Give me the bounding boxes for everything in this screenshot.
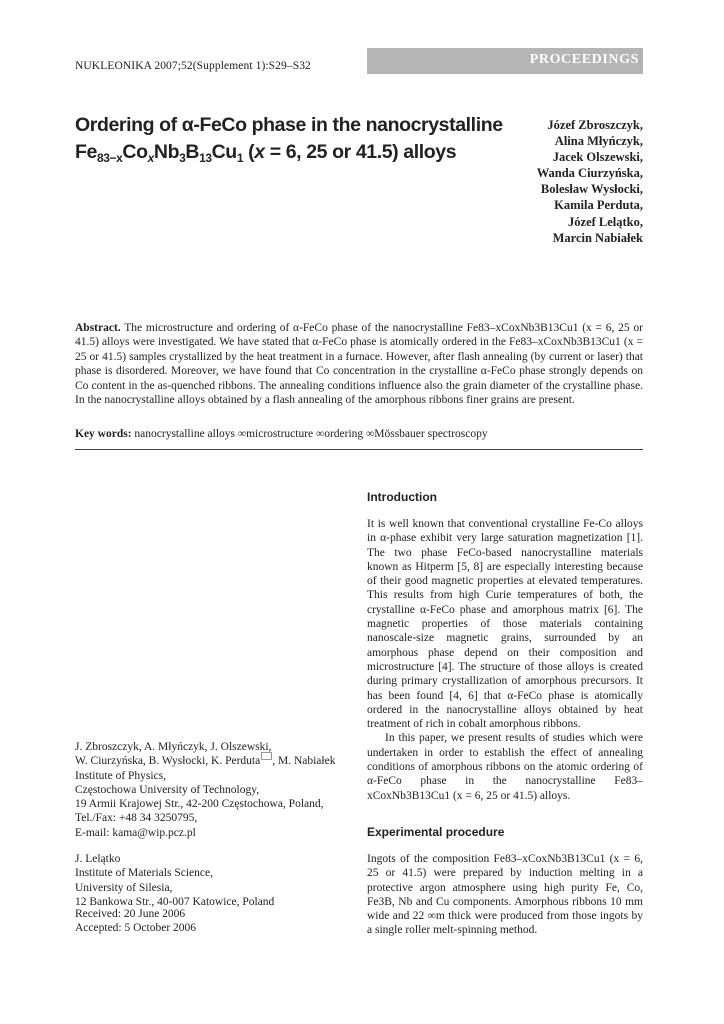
experimental-paragraph-1: Ingots of the composition Fe83–xCoxNb3B13Cu1 (x = 6, 25 or 41.5) were prepared by induction melting in a protective argon atmosphere using high purity Fe, Co, Fe3B, Nb and Cu components. Amorphous ribbons 10 mm wide and 22 ∞m thick were produced from those ingots by a single roller melt-spinning method. <box>367 853 643 937</box>
keywords-text: nanocrystalline alloys ∞microstructure ∞ordering ∞Mössbauer spectroscopy <box>131 428 488 440</box>
keywords <box>75 427 643 441</box>
author-list <box>537 117 643 246</box>
author: Jacek Olszewski, <box>552 150 643 165</box>
affiliation-1 <box>75 740 335 840</box>
affiliation-line: University of Silesia, <box>75 881 173 894</box>
title-line-2: $Fe_{83-x}Co_xNb_3B_{13}Cu_1$ (x = 6, 25 or 41.5) alloys <box>75 141 457 165</box>
affiliation-email: E-mail: kama@wip.pcz.pl <box>75 826 196 839</box>
introduction-body <box>367 517 643 803</box>
abstract-label: Abstract. <box>75 322 121 334</box>
introduction-heading: Introduction <box>367 490 437 504</box>
introduction-paragraph-1: It is well known that conventional crystalline Fe-Co alloys in α-phase exhibit very large saturation magnetization [1]. The two phase FeCo-based nanocrystalline materials known as Hitperm [5, 8] are especially interesting because of their good magnetic properties at elevated temperatures. This results from high Curie temperatures of both, the crystalline α-FeCo phase and amorphous matrix [6]. The magnetic properties of those materials containing nanoscale-size magnetic grains, surrounded by an amorphous phase depend on their composition and microstructure [4]. The structure of those alloys is created during primary crystallization of amorphous precursors. It has been found [4, 6] that α-FeCo phase is atomically ordered in the nanocrystalline alloys obtained by heat treatment of rich in cobalt amorphous ribbons. <box>367 518 643 731</box>
author: Marcin Nabiałek <box>552 230 643 245</box>
affiliation-line: Częstochowa University of Technology, <box>75 783 260 796</box>
experimental-body <box>367 852 643 938</box>
affiliation-line: 19 Armii Krajowej Str., 42-200 Częstochowa, Poland, <box>75 798 324 811</box>
divider <box>75 449 643 450</box>
author: Alina Młyńczyk, <box>554 134 643 149</box>
accepted-date: Accepted: 5 October 2006 <box>75 922 197 935</box>
journal-citation: NUKLEONIKA 2007;52(Supplement 1):S29–S32 <box>75 60 311 72</box>
received-dates <box>75 907 196 936</box>
author: Wanda Ciurzyńska, <box>536 166 643 181</box>
abstract-text: The microstructure and ordering of α-FeCo phase of the nanocrystalline Fe83–xCoxNb3B13Cu1 (x = 6, 25 or 41.5) alloys were investigated. We have stated that α-FeCo phase is atomically ordered in the Fe83–xCoxNb3B13Cu1 (x = 25 or 41.5) samples crystallized by the heat treatment in a furnace. However, after flash annealing (by current or laser) that phase is disordered. Moreover, we have found that Co concentration in the crystalline α-FeCo phase strongly depends on Co content in the as-quenched ribbons. The annealing conditions influence also the grain diameter of the crystalline phase. In the nanocrystalline alloys obtained by a flash annealing of the amorphous ribbons finer grains are present. <box>75 322 643 407</box>
author: Kamila Perduta, <box>554 198 643 213</box>
paper-title <box>75 112 515 166</box>
keywords-label: Key words: <box>75 428 132 440</box>
affiliation-line: Tel./Fax: +48 34 3250795, <box>75 812 198 825</box>
affiliation-line: Institute of Physics, <box>75 769 167 782</box>
affiliation-line: 12 Bankowa Str., 40-007 Katowice, Poland <box>75 895 275 908</box>
author: Józef Lelątko, <box>568 214 643 229</box>
affiliation-line: W. Ciurzyńska, B. Wysłocki, K. Perduta , M. Nabiałek <box>75 754 335 768</box>
title-line-1: Ordering of α-FeCo phase in the nanocrystalline <box>75 114 503 136</box>
affiliation-line: J. Zbroszczyk, A. Młyńczyk, J. Olszewski, <box>75 741 272 753</box>
author: Bolesław Wysłocki, <box>540 182 643 197</box>
experimental-heading: Experimental procedure <box>367 825 505 839</box>
author: Józef Zbroszczyk, <box>547 118 643 132</box>
abstract <box>75 321 643 407</box>
envelope-icon <box>261 752 272 760</box>
introduction-paragraph-2: In this paper, we present results of studies which were undertaken in order to establish the effect of annealing conditions of amorphous ribbons on the atomic ordering of α-FeCo phase in the nanocrystalline Fe83–xCoxNb3B13Cu1 (x = 6, 25 or 41.5) alloys. <box>367 732 643 802</box>
received-date: Received: 20 June 2006 <box>75 908 186 920</box>
proceedings-label: PROCEEDINGS <box>529 52 639 67</box>
proceedings-banner <box>367 48 643 74</box>
affiliation-line: Institute of Materials Science, <box>75 867 213 880</box>
affiliation-line: J. Lelątko <box>75 853 121 865</box>
affiliation-2 <box>75 852 274 909</box>
